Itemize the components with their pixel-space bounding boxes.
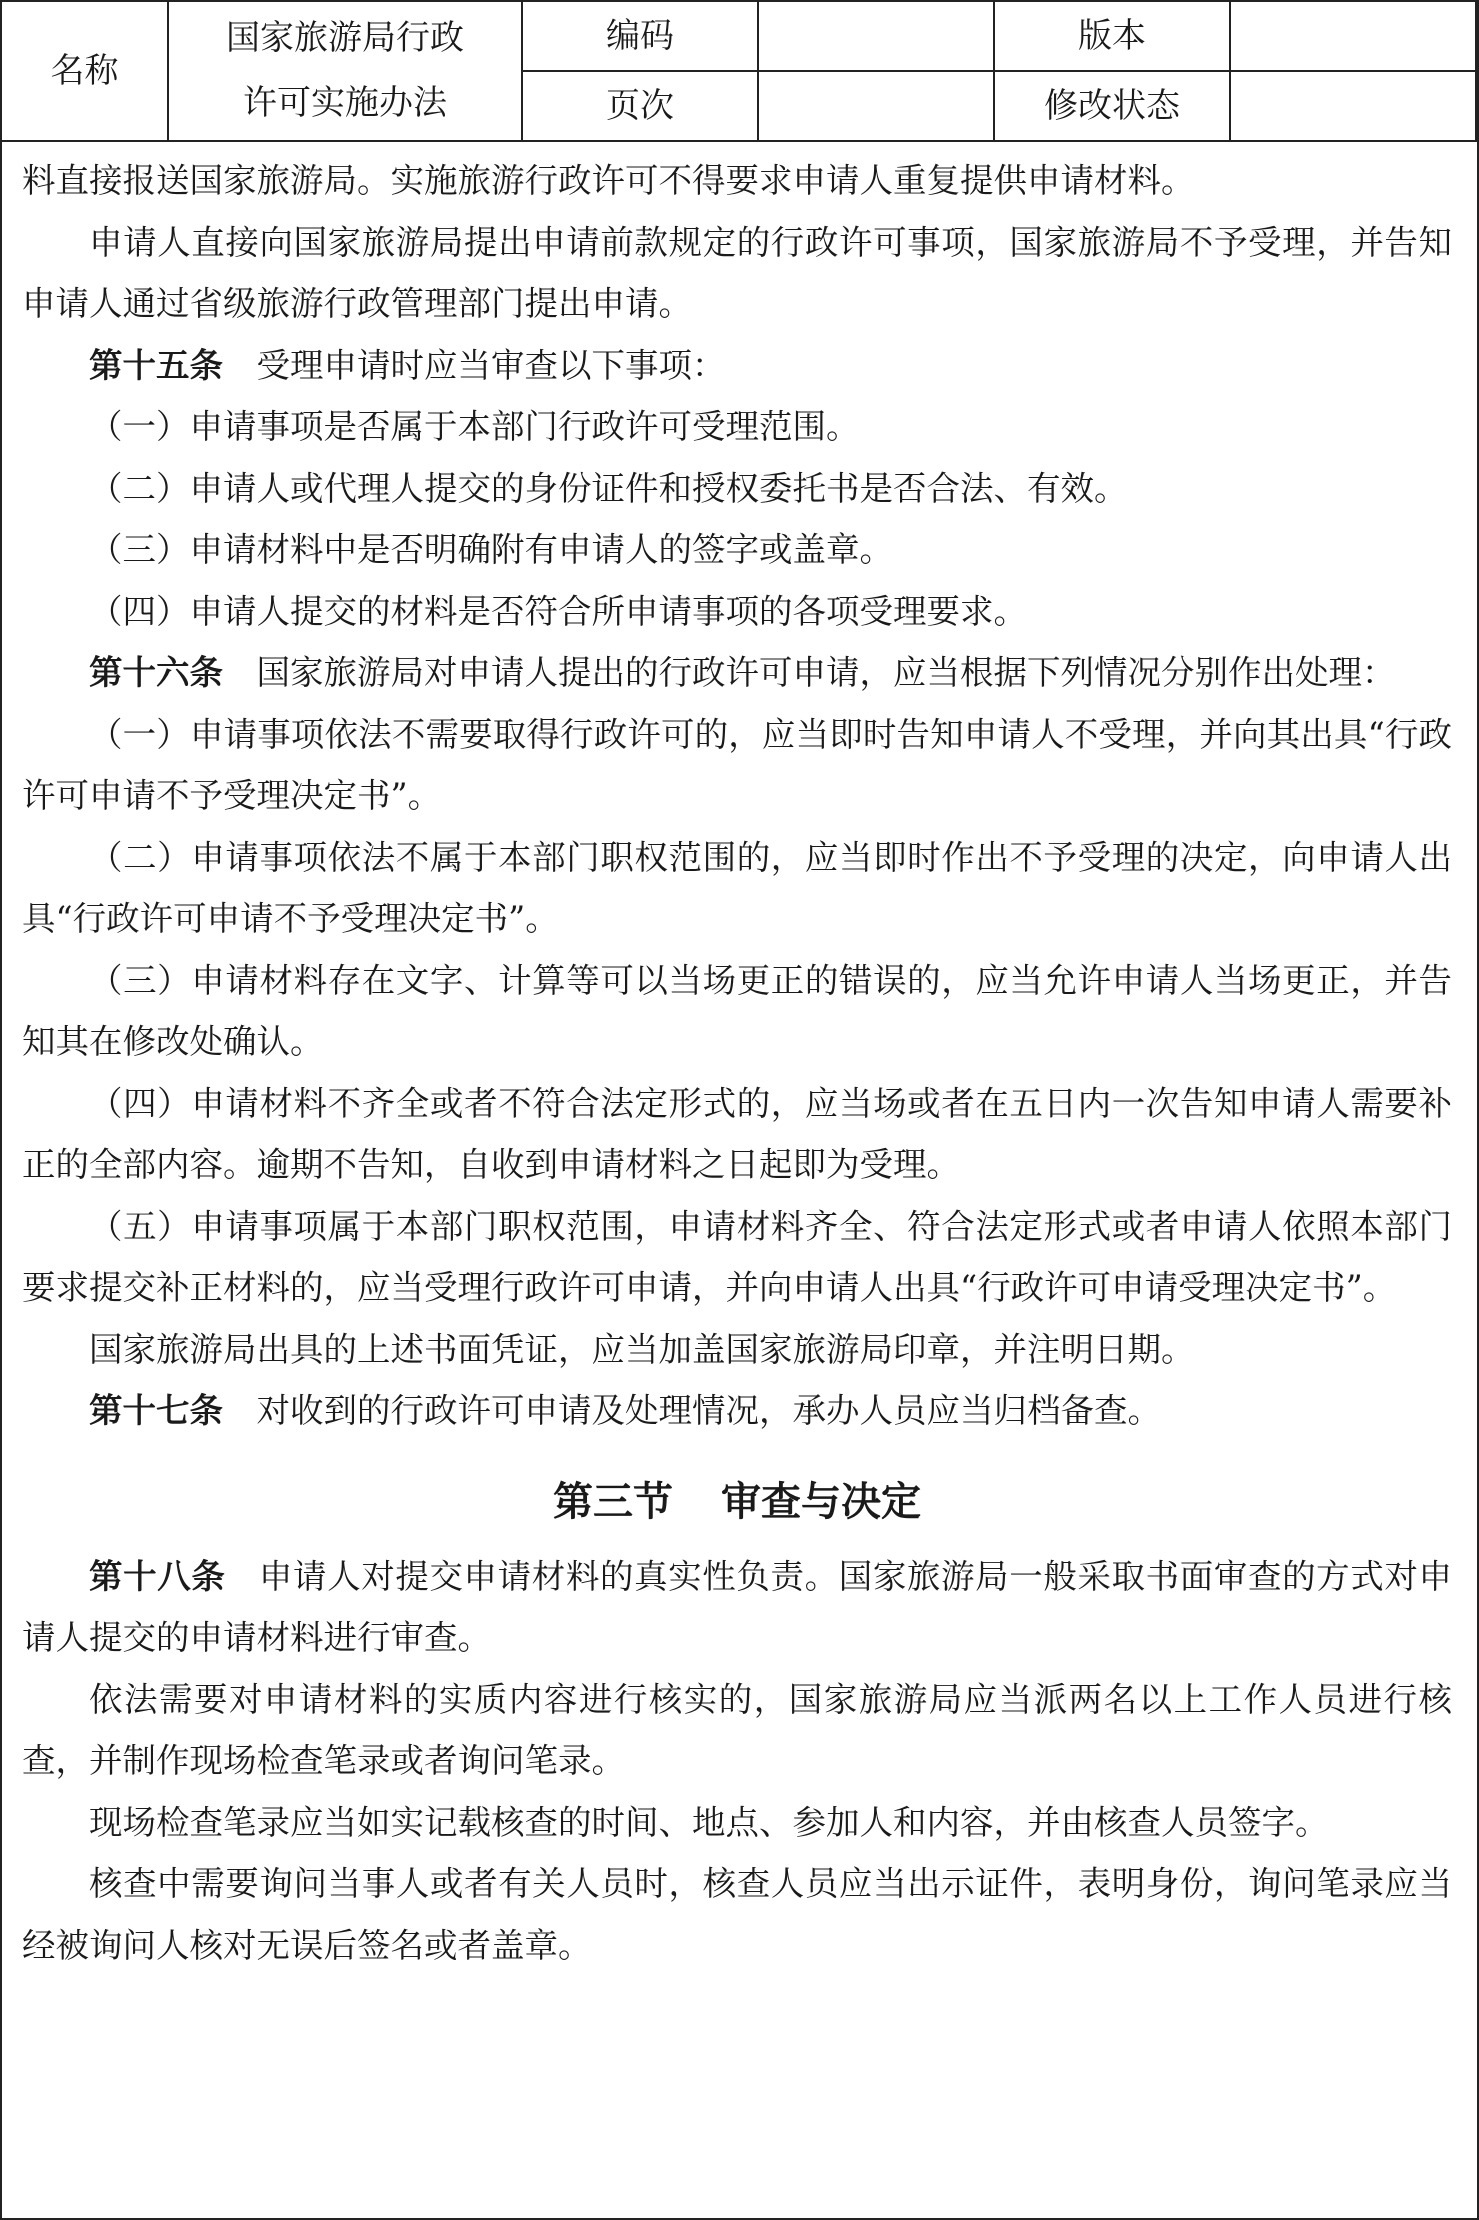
paragraph-text: 申请人直接向国家旅游局提出申请前款规定的行政许可事项，国家旅游局不予受理，并告知申请人通过省级旅游行政管理部门提出申请。 (22, 222, 1452, 323)
version-value (1230, 1, 1476, 71)
paragraph-text: （四）申请材料不齐全或者不符合法定形式的，应当场或者在五日内一次告知申请人需要补正的全部内容。逾期不告知，自收到申请材料之日起即为受理。 (22, 1083, 1452, 1184)
paragraph-text: （二）申请人或代理人提交的身份证件和授权委托书是否合法、有效。 (89, 468, 1128, 508)
paragraph-group-2 (22, 1546, 1452, 1977)
paragraph-text: （四）申请人提交的材料是否符合所申请事项的各项受理要求。 (89, 591, 1027, 631)
paragraph (22, 1196, 1452, 1319)
revision-value (1230, 71, 1476, 141)
article-number: 第十五条 (89, 345, 223, 385)
paragraph-group-1 (22, 150, 1452, 1442)
paragraph (22, 1853, 1452, 1976)
paragraph-text: （二）申请事项依法不属于本部门职权范围的，应当即时作出不予受理的决定，向申请人出具“行政许可申请不予受理决定书”。 (22, 837, 1452, 938)
document-title-line1: 国家旅游局行政 (226, 18, 464, 59)
paragraph-text: 核查中需要询问当事人或者有关人员时，核查人员应当出示证件，表明身份，询问笔录应当经被询问人核对无误后签名或者盖章。 (22, 1864, 1452, 1965)
paragraph (22, 827, 1452, 950)
paragraph (22, 1792, 1452, 1854)
document-title-line2: 许可实施办法 (243, 83, 447, 123)
paragraph (22, 1319, 1452, 1381)
page-value (758, 71, 994, 141)
paragraph (22, 212, 1452, 335)
section-heading (22, 1472, 1452, 1532)
paragraph-text: 现场检查笔录应当如实记载核查的时间、地点、参加人和内容，并由核查人员签字。 (89, 1802, 1329, 1842)
article-number: 第十七条 (89, 1391, 223, 1430)
paragraph-text: （一）申请事项依法不需要取得行政许可的，应当即时告知申请人不受理，并向其出具“行政许可申请不予受理决定书”。 (22, 714, 1452, 815)
paragraph (22, 1073, 1452, 1196)
paragraph-text: 国家旅游局对申请人提出的行政许可申请，应当根据下列情况分别作出处理： (256, 653, 1396, 692)
paragraph (22, 396, 1452, 458)
section-number: 第三节 (553, 1478, 673, 1525)
paragraph-text: 对收到的行政许可申请及处理情况，承办人员应当归档备查。 (256, 1391, 1161, 1430)
revision-label: 修改状态 (994, 71, 1230, 141)
section-title: 审查与决定 (721, 1478, 921, 1525)
paragraph-text: （三）申请材料存在文字、计算等可以当场更正的错误的，应当允许申请人当场更正，并告知其在修改处确认。 (22, 960, 1452, 1061)
code-label: 编码 (522, 1, 758, 71)
paragraph-text: 申请人对提交申请材料的真实性负责。国家旅游局一般采取书面审查的方式对申请人提交的申请材料进行审查。 (22, 1556, 1452, 1657)
paragraph-text: 料直接报送国家旅游局。实施旅游行政许可不得要求申请人重复提供申请材料。 (22, 161, 1195, 200)
paragraph-text: （五）申请事项属于本部门职权范围，申请材料齐全、符合法定形式或者申请人依照本部门要求提交补正材料的，应当受理行政许可申请，并向申请人出具“行政许可申请受理决定书”。 (22, 1206, 1452, 1307)
document-title-cell (168, 1, 522, 141)
paragraph (22, 335, 1452, 397)
document-header-table (0, 0, 1477, 142)
code-value (758, 1, 994, 71)
name-label: 名称 (1, 1, 168, 141)
article-number: 第十六条 (89, 653, 223, 692)
paragraph (22, 581, 1452, 643)
version-label: 版本 (994, 1, 1230, 71)
paragraph (22, 950, 1452, 1073)
paragraph (22, 150, 1452, 212)
paragraph (22, 1669, 1452, 1792)
paragraph-text: 受理申请时应当审查以下事项： (256, 345, 726, 385)
paragraph (22, 1546, 1452, 1669)
document-body (22, 150, 1452, 1976)
article-number: 第十八条 (89, 1556, 226, 1596)
paragraph-text: （一）申请事项是否属于本部门行政许可受理范围。 (89, 407, 860, 446)
paragraph-text: （三）申请材料中是否明确附有申请人的签字或盖章。 (89, 530, 893, 569)
paragraph (22, 519, 1452, 581)
paragraph (22, 458, 1452, 520)
paragraph (22, 642, 1452, 704)
paragraph (22, 1380, 1452, 1442)
paragraph-text: 依法需要对申请材料的实质内容进行核实的，国家旅游局应当派两名以上工作人员进行核查，并制作现场检查笔录或者询问笔录。 (22, 1679, 1452, 1780)
page-label: 页次 (522, 71, 758, 141)
paragraph-text: 国家旅游局出具的上述书面凭证，应当加盖国家旅游局印章，并注明日期。 (89, 1329, 1195, 1369)
paragraph (22, 704, 1452, 827)
